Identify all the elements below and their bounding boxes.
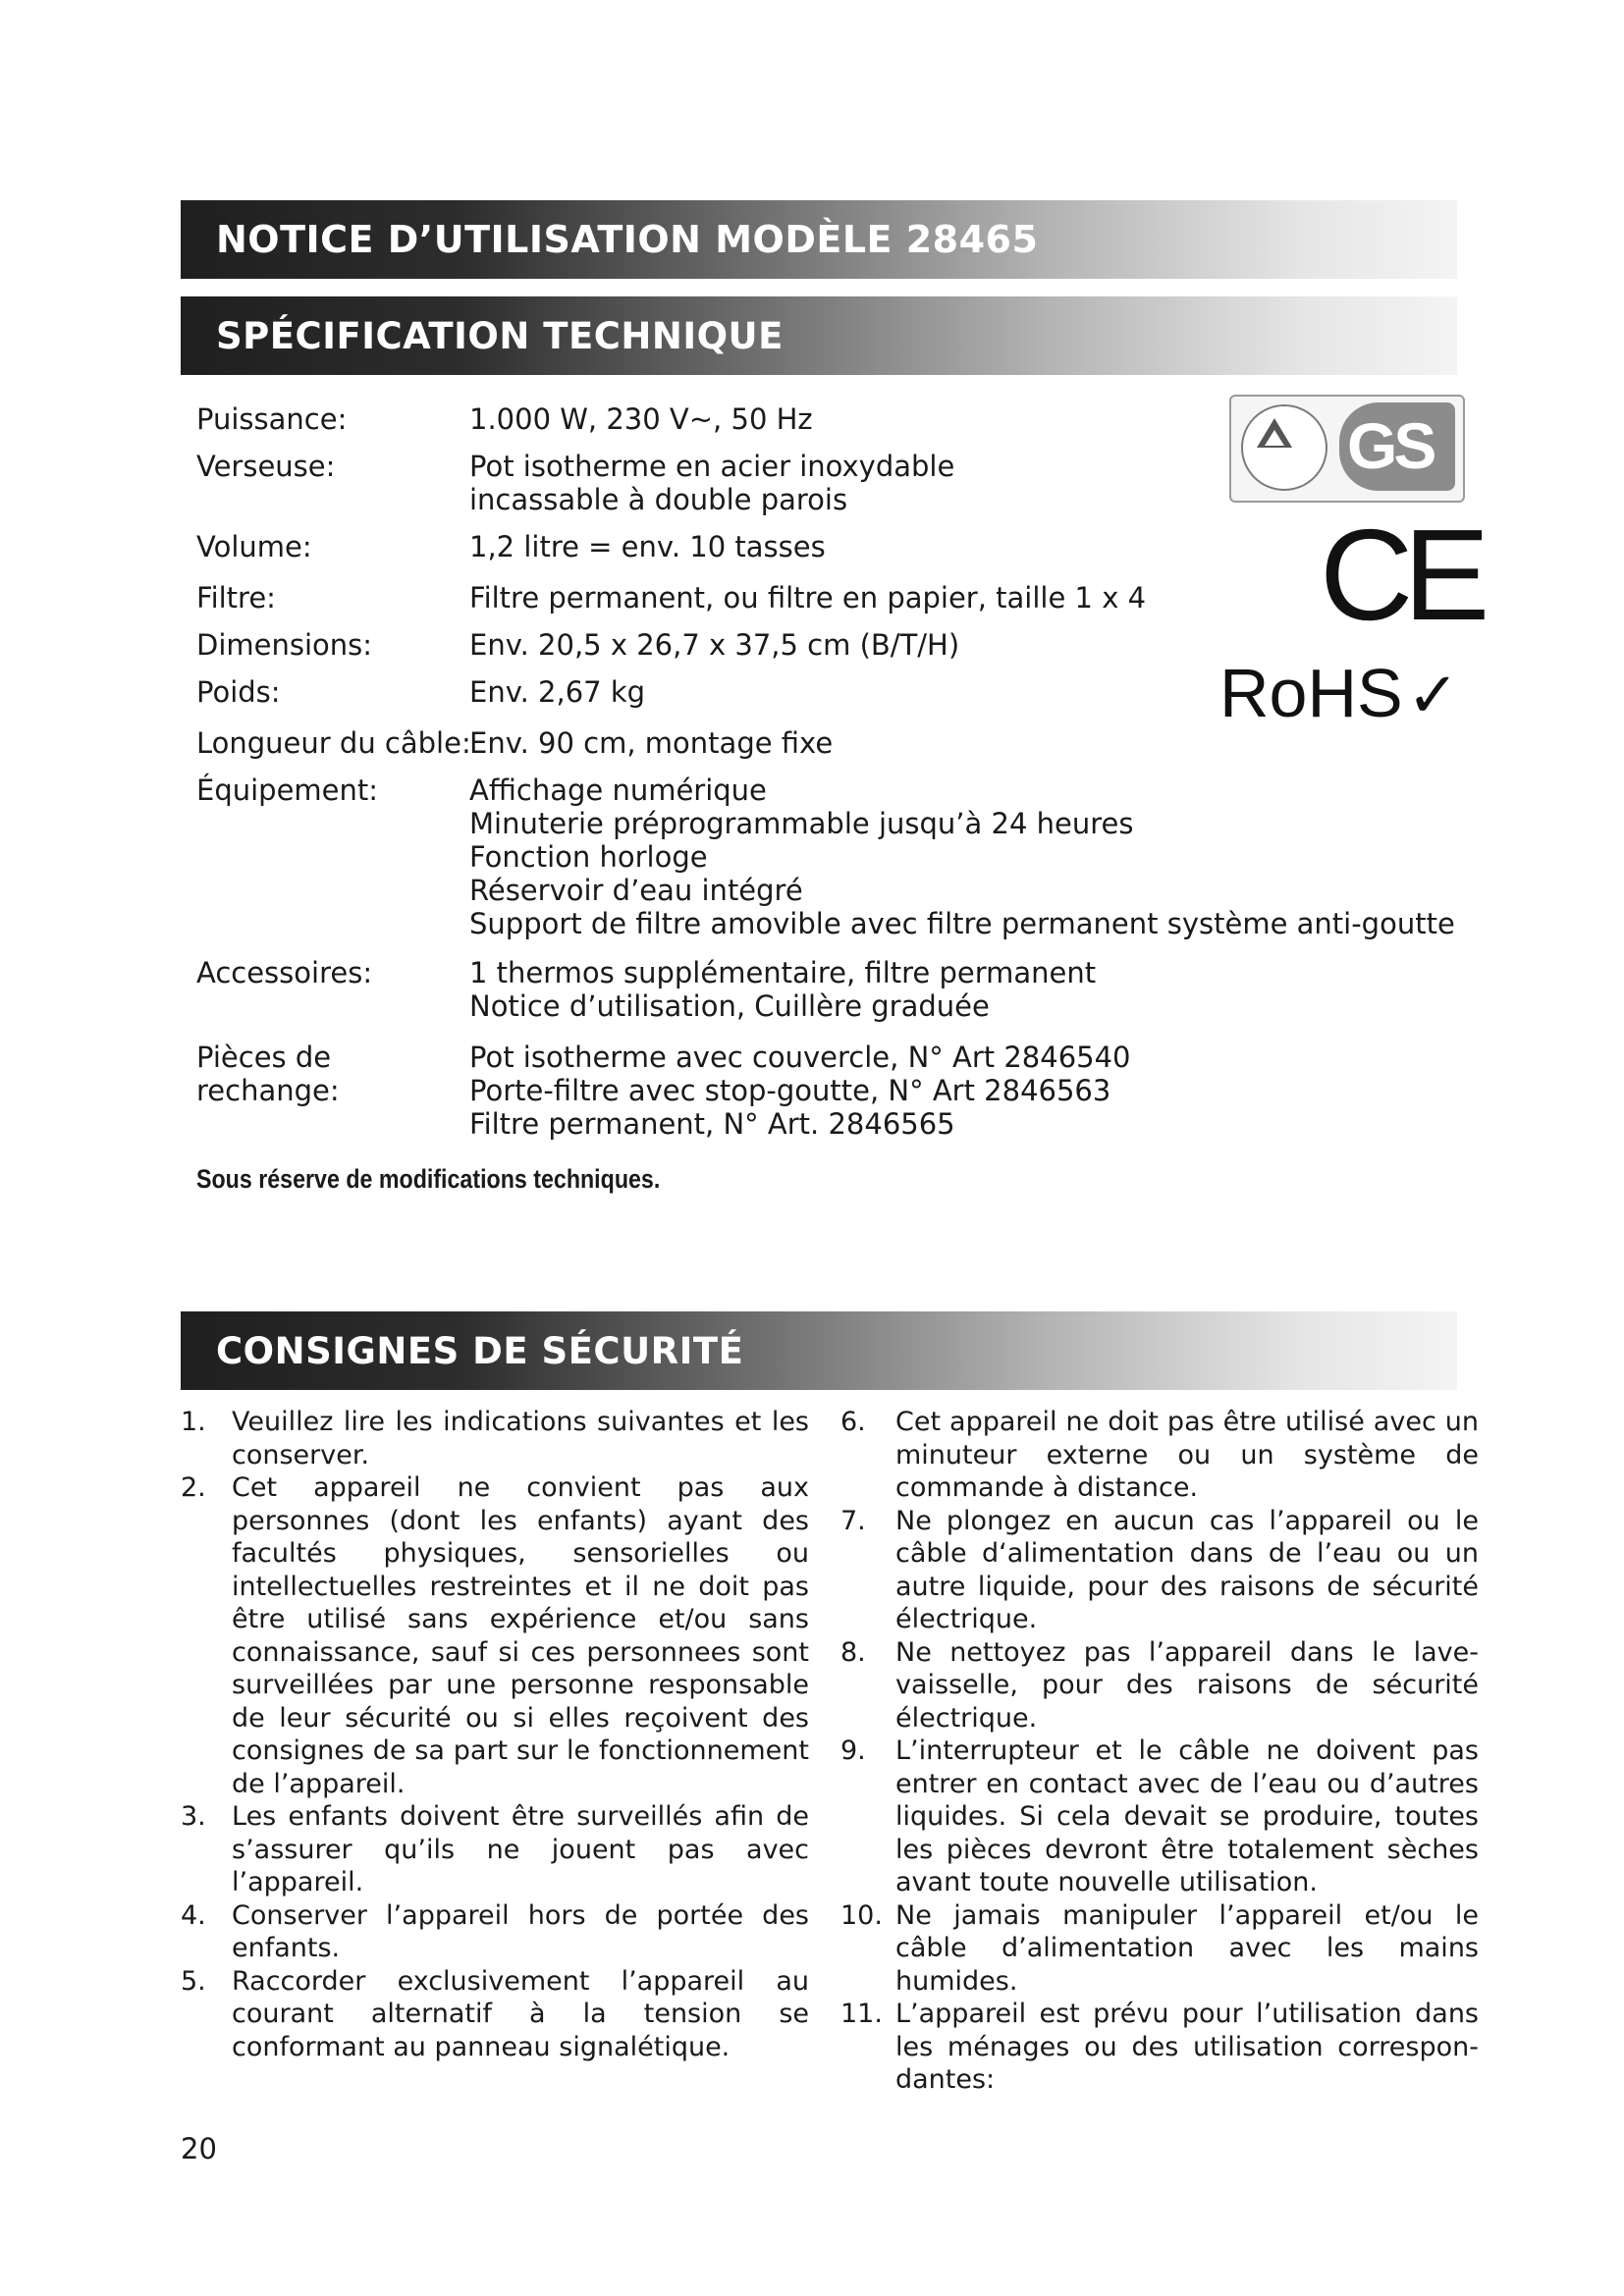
spec-value: Env. 90 cm, montage fixe [469, 726, 834, 760]
list-item-text: Veuillez lire les indications suivantes et les conserver. [232, 1407, 809, 1470]
list-item [181, 1406, 809, 1471]
list-item-number: 3. [181, 1801, 206, 1832]
spec-heading: SPÉCIFICATION TECHNIQUE [181, 296, 1457, 375]
rohs-mark: RoHS✓ [1219, 655, 1460, 731]
list-item-number: 9. [840, 1735, 866, 1766]
spec-label: Filtre: [196, 581, 276, 614]
spec-value: Support de filtre amovible avec filtre permanent système anti-goutte [469, 907, 1455, 940]
list-item [840, 1505, 1479, 1636]
list-item [840, 1406, 1479, 1505]
spec-value: 1 thermos supplémentaire, filtre permanent [469, 956, 1097, 989]
list-item-text: Les enfants doivent être surveillés afin de s’assurer qu’ils ne jouent pas avec l’appareil. [232, 1801, 809, 1897]
certification-logos [1218, 391, 1481, 744]
spec-label: Pièces de rechange: [196, 1041, 340, 1107]
list-item [840, 1899, 1479, 1999]
list-item-text: L’interrupteur et le câble ne doivent pas entrer en contact avec de l’eau ou d’autres liquides. Si cela devait se produire, toutes les pièces devront être totalement sèches avant toute nouvelle utilisation. [895, 1735, 1479, 1897]
spec-value: 1.000 W, 230 V~, 50 Hz [469, 402, 813, 436]
spec-label: Équipement: [196, 774, 379, 807]
list-item-text: L’appareil est prévu pour l’utilisation dans les ménages ou des utilisation correspon-dantes: [895, 1999, 1479, 2095]
spec-value: Filtre permanent, N° Art. 2846565 [469, 1107, 955, 1141]
spec-value: Filtre permanent, ou filtre en papier, taille 1 x 4 [469, 581, 1147, 614]
safety-list-right [840, 1406, 1479, 2097]
spec-value: incassable à double parois [469, 483, 848, 516]
spec-value: Pot isotherme en acier inoxydable [469, 450, 955, 483]
tuv-gs-logo [1229, 395, 1465, 503]
spec-label: Accessoires: [196, 956, 373, 989]
spec-label: Poids: [196, 675, 281, 709]
spec-row [196, 956, 1375, 1023]
spec-value: Affichage numérique [469, 774, 767, 807]
list-item-number: 7. [840, 1505, 866, 1536]
page-number: 20 [181, 2132, 217, 2165]
page-title: NOTICE D’UTILISATION MODÈLE 28465 [181, 200, 1457, 279]
ce-mark: CE [1320, 503, 1481, 647]
spec-row [196, 530, 1375, 563]
spec-row [196, 581, 1375, 614]
list-item-number: 5. [181, 1965, 206, 1997]
spec-value: Porte-filtre avec stop-goutte, N° Art 2846563 [469, 1074, 1111, 1107]
gs-mark: GS [1347, 409, 1434, 482]
spec-value: Env. 2,67 kg [469, 675, 646, 709]
list-item-number: 10. [840, 1899, 883, 1931]
spec-row [196, 726, 1375, 760]
list-item [840, 1735, 1479, 1899]
list-item-text: Raccorder exclusivement l’appareil au courant alternatif à la tension se conformant au panneau signalétique. [232, 1965, 809, 2062]
list-item [181, 1800, 809, 1899]
list-item-text: Conserver l’appareil hors de portée des enfants. [232, 1899, 809, 1963]
list-item-number: 2. [181, 1472, 206, 1503]
list-item-text: Ne nettoyez pas l’appareil dans le lave-vaisselle, pour des raisons de sécurité électrique. [895, 1636, 1479, 1734]
list-item-text: Ne jamais manipuler l’appareil et/ou le câble d’alimentation avec les mains humides. [895, 1899, 1479, 1997]
spec-label: Volume: [196, 530, 312, 563]
spec-label: Puissance: [196, 402, 348, 436]
safety-list-left [181, 1406, 809, 2063]
list-item [840, 1636, 1479, 1735]
spec-row [196, 450, 1375, 516]
spec-label: Verseuse: [196, 450, 336, 483]
spec-value: 1,2 litre = env. 10 tasses [469, 530, 826, 563]
spec-label: Dimensions: [196, 628, 373, 662]
spec-value: Notice d’utilisation, Cuillère graduée [469, 989, 990, 1023]
list-item-number: 6. [840, 1407, 866, 1437]
check-icon: ✓ [1406, 660, 1460, 730]
spec-value: Fonction horloge [469, 840, 708, 874]
list-item [840, 1998, 1479, 2097]
list-item-number: 11. [840, 1999, 883, 2029]
spec-value: Minuterie préprogrammable jusqu’à 24 heures [469, 807, 1134, 840]
list-item [181, 1471, 809, 1800]
spec-row [196, 1041, 1375, 1141]
list-item-number: 4. [181, 1899, 206, 1931]
spec-value: Pot isotherme avec couvercle, N° Art 2846540 [469, 1041, 1131, 1074]
list-item-number: 1. [181, 1407, 206, 1437]
spec-value: Réservoir d’eau intégré [469, 874, 803, 907]
spec-row [196, 628, 1375, 662]
list-item [181, 1965, 809, 2064]
list-item [181, 1899, 809, 1965]
spec-label: Longueur du câble: [196, 726, 471, 760]
disclaimer-note: Sous réserve de modifications techniques. [196, 1164, 661, 1194]
list-item-text: Cet appareil ne convient pas aux personnes (dont les enfants) ayant des facultés physiques, sensorielles ou intellectuelles restreintes et il ne doit pas être utilisé sans expérience et/ou sans connaissance, sauf si ces personnees sont surveillées par une personne responsable de leur sécurité ou si elles reçoivent des consignes de sa part sur le fonctionnement de l’appareil. [232, 1472, 809, 1799]
list-item-text: Ne plongez en aucun cas l’appareil ou le câble d‘alimentation dans de l’eau ou un autre liquide, pour des raisons de sécurité électrique. [895, 1505, 1479, 1634]
spec-row [196, 402, 1375, 436]
spec-row [196, 675, 1375, 709]
spec-value: Env. 20,5 x 26,7 x 37,5 cm (B/T/H) [469, 628, 960, 662]
spec-row [196, 774, 1455, 940]
safety-heading: CONSIGNES DE SÉCURITÉ [181, 1311, 1457, 1390]
list-item-number: 8. [840, 1636, 866, 1668]
list-item-text: Cet appareil ne doit pas être utilisé avec un minuteur externe ou un système de commande à distance. [895, 1407, 1479, 1503]
